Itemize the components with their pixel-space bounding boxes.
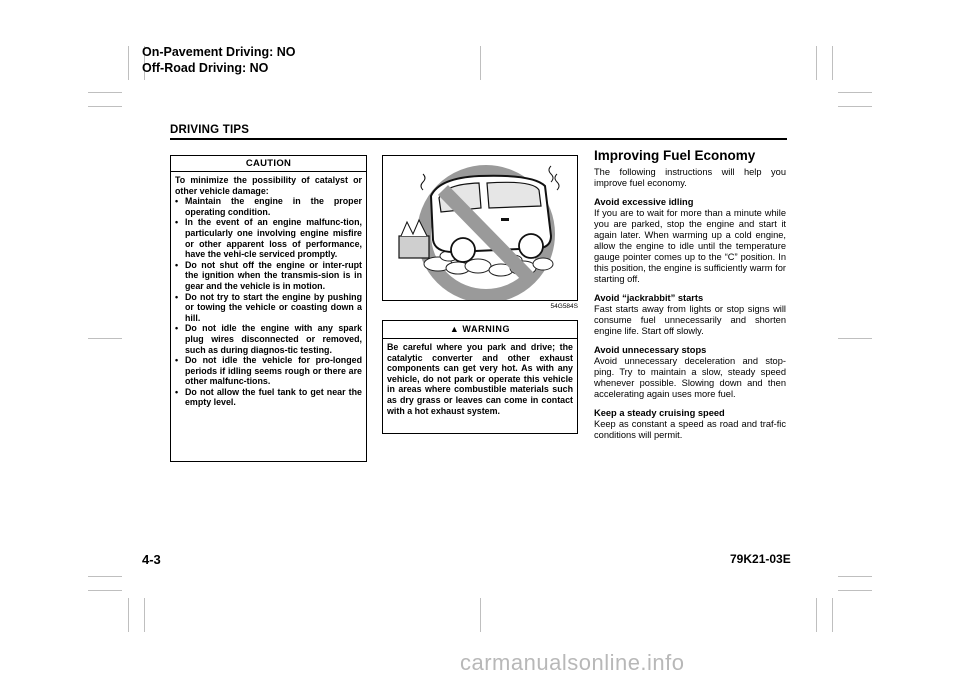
warning-triangle-icon: ▲ bbox=[449, 324, 460, 334]
caution-list bbox=[175, 196, 362, 408]
tip-block bbox=[594, 408, 786, 441]
header-note-line-1: On-Pavement Driving: NO bbox=[142, 45, 296, 59]
caution-intro: To minimize the possibility of catalyst or other vehicle damage: bbox=[175, 175, 362, 196]
tip-heading: Keep a steady cruising speed bbox=[594, 408, 725, 418]
fuel-economy-title: Improving Fuel Economy bbox=[594, 148, 756, 163]
caution-item: • Do not try to start the engine by pushing or towing the vehicle or coasting down a hill. bbox=[175, 292, 362, 324]
tip-block bbox=[594, 345, 786, 400]
fuel-economy-intro: The following instructions will help you improve fuel economy. bbox=[594, 167, 786, 188]
header-rule bbox=[170, 138, 787, 140]
caution-item: • Do not idle the engine with any spark plug wires disconnected or removed, such as during diagnos-tic testing. bbox=[175, 323, 362, 355]
tip-text: Fast starts away from lights or stop signs will consume fuel unnecessarily and shorten engine life. Start off slowly. bbox=[594, 304, 786, 336]
caution-item: • Do not idle the vehicle for pro-longed periods if idling seems rough or there are other malfunc-tions. bbox=[175, 355, 362, 387]
watermark: carmanualsonline.info bbox=[460, 650, 685, 675]
warning-box bbox=[382, 320, 578, 434]
fuel-economy-section bbox=[594, 148, 786, 449]
header-note bbox=[142, 44, 296, 76]
tip-heading: Avoid “jackrabbit” starts bbox=[594, 293, 704, 303]
caution-heading: CAUTION bbox=[171, 156, 366, 172]
warning-heading: WARNING bbox=[462, 324, 511, 334]
caution-item: • Maintain the engine in the proper operating condition. bbox=[175, 196, 362, 217]
tip-text: Keep as constant a speed as road and traf-fic conditions will permit. bbox=[594, 419, 786, 440]
caution-item: • Do not shut off the engine or inter-rupt the ignition when the transmis-sion is in gear and the vehicle is in motion. bbox=[175, 260, 362, 292]
tip-heading: Avoid unnecessary stops bbox=[594, 345, 707, 355]
tip-text: If you are to wait for more than a minute while you are parked, stop the engine and start it again later. When warming up a cold engine, allow the engine to idle until the temperature gauge pointer comes up to the “C” position. In this position, the engine is sufficiently warm for starting off. bbox=[594, 208, 786, 284]
warning-text: Be careful where you park and drive; the catalytic converter and other exhaust components can get very hot. As with any vehicle, do not park or operate this vehicle in areas where combustible materials such as dry grass or leaves can come in contact with a hot exhaust system. bbox=[387, 342, 573, 416]
header-note-line-2: Off-Road Driving: NO bbox=[142, 61, 269, 75]
section-title: DRIVING TIPS bbox=[170, 124, 250, 136]
illustration-frame bbox=[382, 155, 578, 301]
tip-heading: Avoid excessive idling bbox=[594, 197, 694, 207]
caution-box bbox=[170, 155, 367, 462]
no-parking-on-grass-illustration bbox=[383, 156, 577, 300]
tip-block bbox=[594, 197, 786, 285]
document-code: 79K21-03E bbox=[730, 552, 791, 566]
caution-body bbox=[171, 172, 366, 408]
page-number: 4-3 bbox=[142, 552, 161, 567]
caution-item: • In the event of an engine malfunc-tion, particularly one involving engine misfire or other apparent loss of performance, have the vehi-cle serviced promptly. bbox=[175, 217, 362, 259]
tip-block bbox=[594, 293, 786, 337]
caution-item: • Do not allow the fuel tank to get near the empty level. bbox=[175, 387, 362, 408]
tip-text: Avoid unnecessary deceleration and stop-ping. Try to maintain a slow, steady speed whenever possible. Slowing down and then accelerating again uses more fuel. bbox=[594, 356, 786, 399]
figure-code: 54G584S bbox=[550, 303, 578, 310]
warning-header bbox=[383, 321, 577, 339]
